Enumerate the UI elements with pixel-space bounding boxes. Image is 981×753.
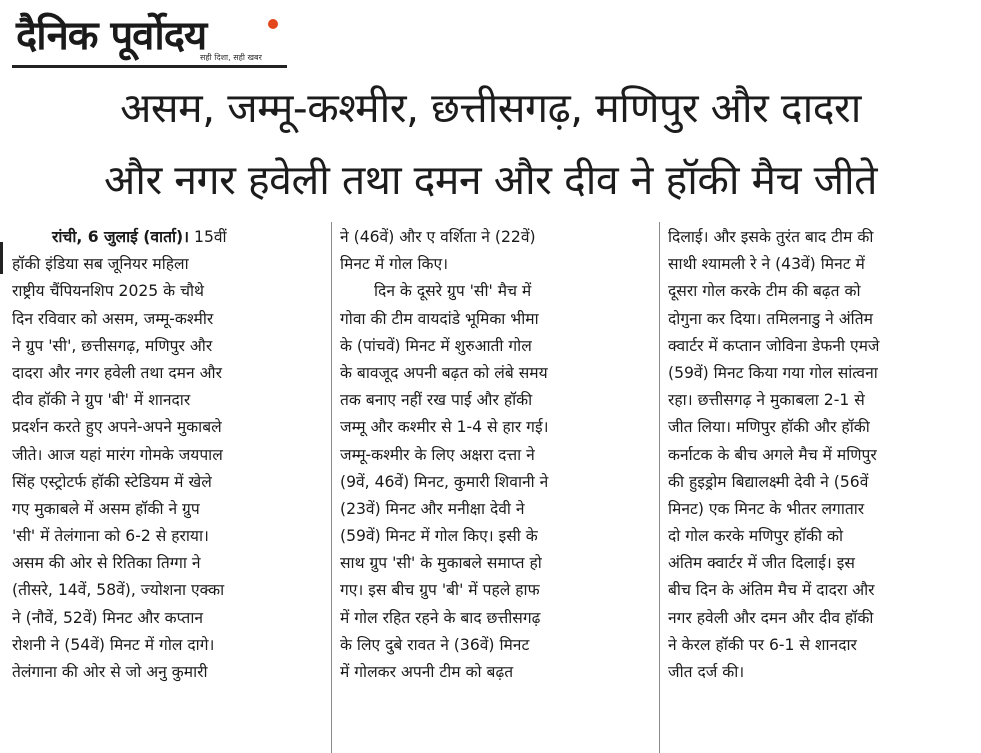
article-line: बीच दिन के अंतिम मैच में दादरा और [668, 581, 875, 600]
article-first-line [12, 224, 325, 251]
article-line: के लिए दुबे रावत ने (36वें) मिनट [340, 635, 530, 654]
article-line: अंतिम क्वार्टर में जीत दिलाई। इस [668, 554, 855, 573]
article-line: सिंह एस्ट्रोटर्फ हॉकी स्टेडियम में खेले [12, 472, 212, 491]
article-line: की हुइड्रोम बिद्यालक्ष्मी देवी ने (56वें [668, 472, 869, 491]
masthead [12, 6, 287, 72]
article-line: साथ ग्रुप 'सी' के मुकाबले समाप्त हो [340, 554, 542, 573]
article-line: के (पांचवें) मिनट में शुरुआती गोल [340, 336, 532, 355]
article-dateline: रांची, 6 जुलाई (वार्ता)। [52, 228, 190, 246]
headline-line-1: असम, जम्मू-कश्मीर, छत्तीसगढ़, मणिपुर और दादरा [120, 84, 861, 132]
page-edge-mark [0, 242, 3, 274]
article-line: कर्नाटक के बीच अगले मैच में मणिपुर [668, 445, 877, 464]
article-line: असम की ओर से रितिका तिग्गा ने [12, 554, 201, 573]
article-line: गोवा की टीम वायदांडे भूमिका भीमा [340, 309, 539, 328]
newspaper-tagline: सही दिशा, सही खबर [200, 53, 262, 62]
article-line: जीत दर्ज की। [668, 663, 745, 681]
article-line: दादरा और नगर हवेली तथा दमन और [12, 363, 222, 382]
article-line: गए। इस बीच ग्रुप 'बी' में पहले हाफ [340, 581, 540, 600]
article-paragraph-start: दिन के दूसरे ग्रुप 'सी' मैच में [374, 282, 532, 301]
article-column-2 [340, 224, 653, 686]
article-line: रहा। छत्तीसगढ़ ने मुकाबला 2-1 से [668, 391, 865, 410]
article-line: जीते। आज यहां मारंग गोमके जयपाल [12, 445, 223, 464]
article-line: जम्मू-कश्मीर के लिए अक्षरा दत्ता ने [340, 445, 535, 464]
column-divider [331, 222, 332, 753]
article-line: राष्ट्रीय चैंपियनशिप 2025 के चौथे [12, 282, 204, 301]
logo-dot-icon [268, 19, 278, 29]
article-line: रोशनी ने (54वें) मिनट में गोल दागे। [12, 635, 215, 654]
article-line: ने (नौवें, 52वें) मिनट और कप्तान [12, 608, 204, 627]
article-line: दूसरा गोल करके टीम की बढ़त को [668, 282, 861, 301]
article-line: क्वार्टर में कप्तान जोविना डेफनी एमजे [668, 336, 880, 355]
article-line: (23वें) मिनट और मनीक्षा देवी ने [340, 499, 525, 518]
article-line: 15वीं [189, 228, 227, 246]
article-line: (तीसरे, 14वें, 58वें), ज्योशना एक्का [12, 581, 225, 600]
article-line: तेलंगाना की ओर से जो अनु कुमारी [12, 663, 208, 681]
article-line: मिनट) एक मिनट के भीतर लगातार [668, 499, 865, 518]
article-line: में गोलकर अपनी टीम को बढ़त [340, 663, 514, 681]
article-line: गए मुकाबले में असम हॉकी ने ग्रुप [12, 499, 200, 518]
headline-line-2: और नगर हवेली तथा दमन और दीव ने हॉकी मैच जीते [104, 156, 877, 204]
article-line: दो गोल करके मणिपुर हॉकी को [668, 527, 844, 546]
article-line: (59वें) मिनट किया गया गोल सांत्वना [668, 363, 878, 382]
article-line: प्रदर्शन करते हुए अपने-अपने मुकाबले [12, 418, 222, 437]
masthead-rule [12, 65, 287, 68]
article-line: ने केरल हॉकी पर 6-1 से शानदार [668, 635, 857, 654]
article-line: ने ग्रुप 'सी', छत्तीसगढ़, मणिपुर और [12, 336, 213, 355]
article-line: तक बनाए नहीं रख पाई और हॉकी [340, 391, 533, 410]
article-line: जम्मू और कश्मीर से 1-4 से हार गई। [340, 418, 549, 437]
article-line: ने (46वें) और ए वर्शिता ने (22वें) [340, 228, 536, 246]
newspaper-logo: दैनिक पूर्वोदय [16, 13, 207, 59]
article-line: मिनट में गोल किए। [340, 255, 449, 274]
article-line: जीत लिया। मणिपुर हॉकी और हॉकी [668, 418, 870, 437]
article-line: नगर हवेली और दमन और दीव हॉकी [668, 608, 874, 627]
article-column-3 [668, 224, 974, 686]
column-divider [659, 222, 660, 753]
article-column-1 [12, 224, 325, 686]
article-line: दिन रविवार को असम, जम्मू-कश्मीर [12, 309, 214, 328]
article-line: साथी श्यामली रे ने (43वें) मिनट में [668, 255, 865, 274]
article-line: (59वें) मिनट में गोल किए। इसी के [340, 527, 538, 546]
article-line: (9वें, 46वें) मिनट, कुमारी शिवानी ने [340, 472, 549, 491]
article-line: दिलाई। और इसके तुरंत बाद टीम की [668, 228, 874, 246]
article-line: में गोल रहित रहने के बाद छत्तीसगढ़ [340, 608, 541, 627]
article-line: 'सी' में तेलंगाना को 6-2 से हराया। [12, 527, 209, 546]
article-line: हॉकी इंडिया सब जूनियर महिला [12, 255, 189, 274]
article-line: दोगुना कर दिया। तमिलनाडु ने अंतिम [668, 309, 873, 328]
article-line: दीव हॉकी ने ग्रुप 'बी' में शानदार [12, 391, 191, 410]
article-line: के बावजूद अपनी बढ़त को लंबे समय [340, 363, 548, 382]
